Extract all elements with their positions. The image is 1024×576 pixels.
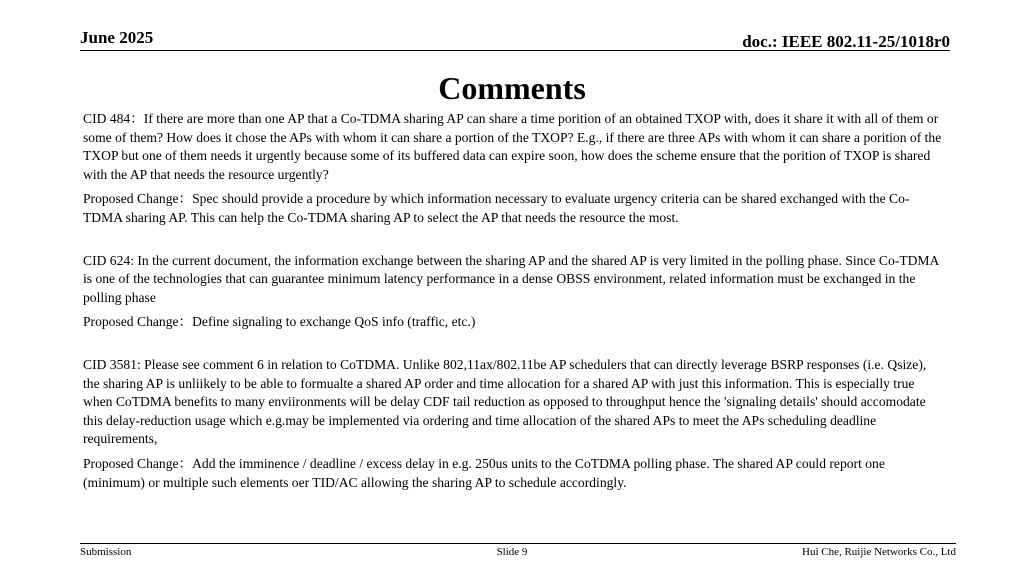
comment-block (83, 356, 943, 492)
comments-body (83, 110, 943, 492)
comment-text: CID 3581: Please see comment 6 in relation to CoTDMA. Unlike 802,11ax/802.11be AP schedulers that can directly leverage BSRP responses (i.e. Qsize), the sharing AP is unliikely to be able to formualte a shared AP order and time allocation for a shared AP with just this information. This is especially true when CoTDMA benefits to many enviironments will be delay CDF tail reduction as opposed to throughput hence the 'signaling details' should accomodate this delay-reduction usage which e.g.may be implemented via ordering and time allocation of the shared APs to meet the APs scheduling deadline requirements, (83, 356, 927, 447)
footer-divider (80, 543, 956, 544)
proposed-change: Proposed Change：Spec should provide a procedure by which information necessary to evaluate urgency criteria can be shared exchanged with the Co-TDMA sharing AP. This can help the Co-TDMA sharing AP to select the AP that needs the resource the most. (83, 191, 910, 225)
header-divider (80, 50, 950, 51)
comment-text: CID 624: In the current document, the information exchange between the sharing AP and the shared AP is very limited in the polling phase. Since Co-TDMA is one of the technologies that can guarantee minimum latency performance in a dense OBSS environment, related information must be exchanged in the polling phase (83, 252, 939, 305)
header-doc-id: doc.: IEEE 802.11-25/1018r0 (742, 32, 950, 51)
footer-author: Hui Che, Ruijie Networks Co., Ltd (802, 546, 956, 558)
proposed-change: Proposed Change：Add the imminence / deadline / excess delay in e.g. 250us units to the CoTDMA polling phase. The shared AP could report one (minimum) or multiple such elements oer TID/AC allowing the sharing AP to schedule accordingly. (83, 455, 885, 490)
header-date: June 2025 (80, 28, 154, 47)
comment-block (83, 110, 943, 228)
slide-title: Comments (438, 70, 586, 106)
footer-submission: Submission (80, 546, 132, 558)
comment-text: CID 484：If there are more than one AP that a Co-TDMA sharing AP can share a time porition of an obtained TXOP with, does it share it with all of them or some of them? How does it chose the APs with whom it can share a portion of the TXOP? E.g., if there are three APs with whom it can share a porition of the TXOP but one of them needs it urgently because some of its buffered data can expire soon, how does the scheme ensure that the porition of TXOP is shared with the AP that needs the resource urgently? (83, 111, 942, 182)
footer-slide-number: Slide 9 (496, 546, 528, 558)
comment-block (83, 252, 943, 332)
proposed-change: Proposed Change：Define signaling to exchange QoS info (traffic, etc.) (83, 314, 476, 330)
